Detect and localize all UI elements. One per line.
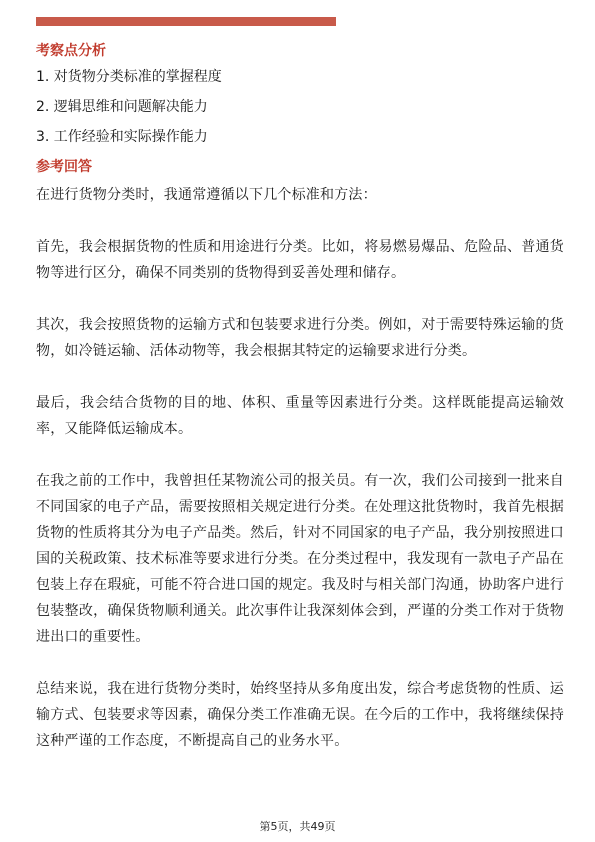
page-number-footer: 第5页，共49页 [259, 820, 336, 833]
analysis-points-list [36, 66, 564, 148]
answer-paragraph-first: 首先，我会根据货物的性质和用途进行分类。比如，将易燃易爆品、危险品、普通货物等进行区分，确保不同类别的货物得到妥善处理和储存。 [36, 239, 564, 281]
answer-section [36, 156, 564, 754]
answer-paragraph-intro: 在进行货物分类时，我通常遵循以下几个标准和方法： [36, 187, 377, 203]
analysis-point-2: 2. 逻辑思维和问题解决能力 [36, 99, 208, 115]
analysis-point-1: 1. 对货物分类标准的掌握程度 [36, 69, 222, 85]
answer-paragraph-experience: 在我之前的工作中，我曾担任某物流公司的报关员。有一次，我们公司接到一批来自不同国家的电子产品，需要按照相关规定进行分类。在处理这批货物时，我首先根据货物的性质将其分为电子产品类。然后，针对不同国家的电子产品，我分别按照进口国的关税政策、技术标准等要求进行分类。在分类过程中，我发现有一款电子产品在包装上存在瑕疵，可能不符合进口国的规定。我及时与相关部门沟通，协助客户进行包装整改，确保货物顺利通关。此次事件让我深刻体会到，严谨的分类工作对于货物进出口的重要性。 [36, 473, 564, 645]
analysis-point-3: 3. 工作经验和实际操作能力 [36, 129, 208, 145]
answer-paragraph-summary: 总结来说，我在进行货物分类时，始终坚持从多角度出发，综合考虑货物的性质、运输方式、包装要求等因素，确保分类工作准确无误。在今后的工作中，我将继续保持这种严谨的工作态度，不断提高自己的业务水平。 [36, 681, 564, 749]
answer-paragraph-second: 其次，我会按照货物的运输方式和包装要求进行分类。例如，对于需要特殊运输的货物，如冷链运输、活体动物等，我会根据其特定的运输要求进行分类。 [36, 317, 564, 359]
page-content [36, 40, 564, 780]
answer-heading: 参考回答 [36, 159, 92, 175]
analysis-heading: 考察点分析 [36, 43, 106, 59]
cut-off-heading-fragment [36, 8, 336, 26]
answer-paragraph-last: 最后，我会结合货物的目的地、体积、重量等因素进行分类。这样既能提高运输效率，又能降低运输成本。 [36, 395, 564, 437]
cut-off-heading-bar [36, 17, 336, 26]
analysis-section [36, 40, 564, 148]
